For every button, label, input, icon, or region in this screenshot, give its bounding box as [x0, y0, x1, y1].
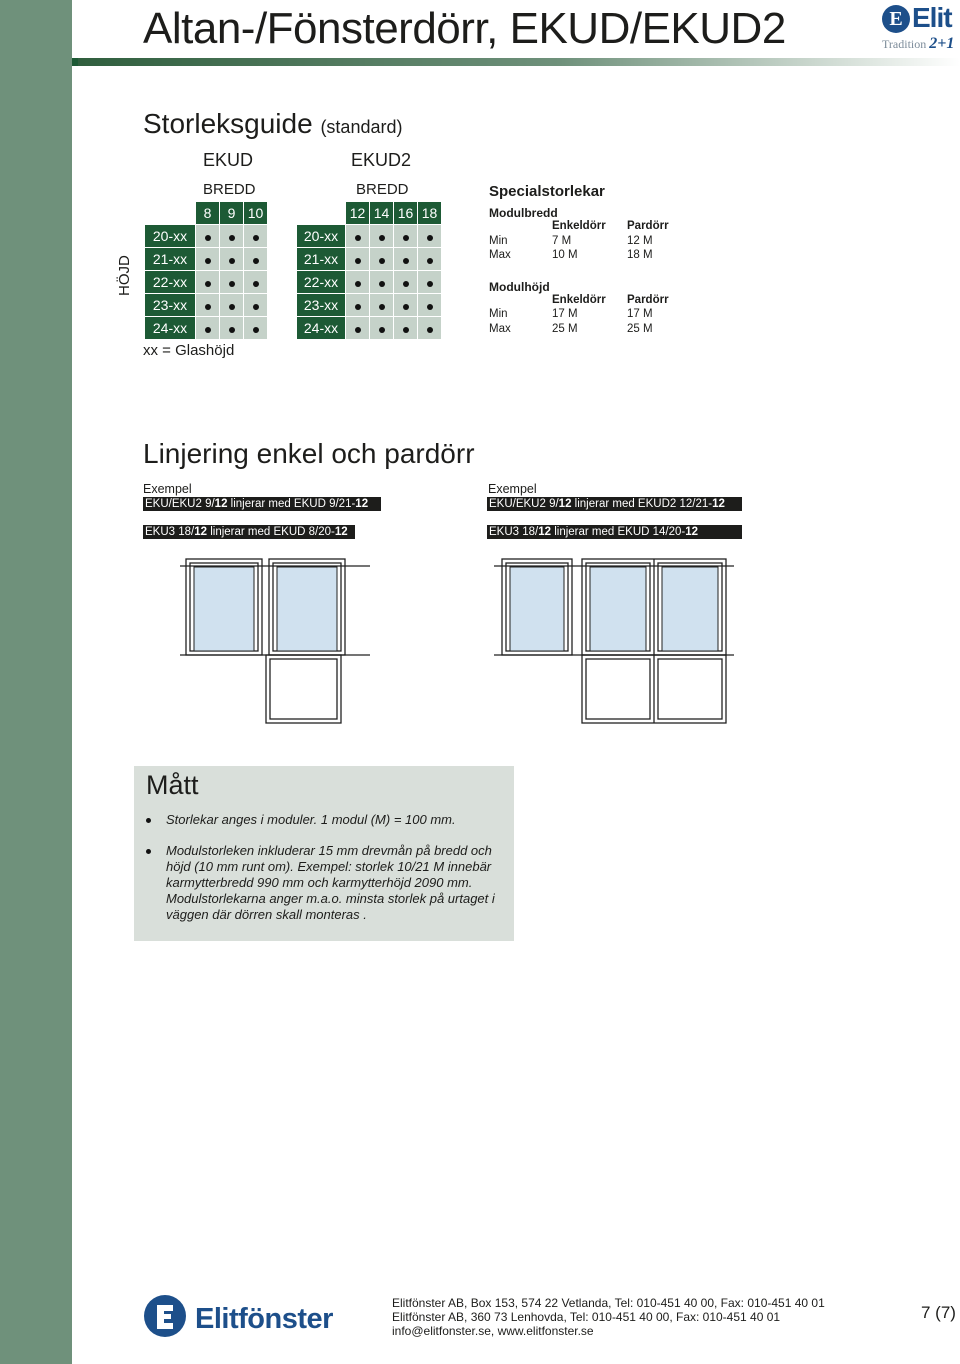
- available-size-dot: [370, 225, 394, 248]
- available-size-dot: [346, 248, 370, 271]
- window-glass-2: [277, 567, 337, 651]
- available-size-dot: [370, 294, 394, 317]
- grid-height-label: 21-xx: [297, 248, 346, 271]
- size-grid-ekud: [144, 201, 268, 340]
- measurements-title: Mått: [146, 770, 199, 800]
- grid-row: [145, 317, 268, 340]
- footer-contact-line: info@elitfonster.se, www.elitfonster.se: [392, 1324, 594, 1338]
- module-height-min-double: 17 M: [627, 308, 653, 320]
- module-width-col-single: Enkeldörr: [552, 220, 606, 232]
- page-number: 7 (7): [921, 1303, 956, 1322]
- footer-address-line1: Elitfönster AB, Box 153, 574 22 Vetlanda, Tel: 010-451 40 00, Fax: 010-451 40 01: [392, 1296, 825, 1310]
- module-height-col-double: Pardörr: [627, 293, 669, 306]
- example-right-line2: EKU3 18/12 linjerar med EKUD 14/20-12: [487, 525, 742, 539]
- elit-logo-icon: E: [882, 5, 910, 33]
- grid-ekud-width-label: BREDD: [203, 181, 256, 198]
- grid-height-label: 24-xx: [145, 317, 196, 340]
- door-alignment-drawing-left: [180, 555, 370, 727]
- header-rule: [72, 58, 960, 66]
- grid-row: [145, 225, 268, 248]
- available-size-dot: [394, 248, 418, 271]
- available-size-dot: [370, 317, 394, 340]
- grid-height-label: 20-xx: [297, 225, 346, 248]
- module-height-max-double: 25 M: [627, 322, 653, 335]
- grid-row: [297, 225, 442, 248]
- grid-corner: [145, 202, 196, 225]
- page-title: Altan-/Fönsterdörr, EKUD/EKUD2: [143, 4, 786, 53]
- example-label-right: Exempel: [488, 482, 537, 496]
- grid-height-label: 21-xx: [145, 248, 196, 271]
- grid-corner: [297, 202, 346, 225]
- grid-width-header: 8: [196, 202, 220, 225]
- height-axis-label: HÖJD: [116, 255, 133, 296]
- grid-width-header: 12: [346, 202, 370, 225]
- example-right-line1: EKU/EKU2 9/12 linjerar med EKUD2 12/21-12: [487, 497, 742, 511]
- module-height-max-single: 25 M: [552, 322, 578, 335]
- size-guide-title: Storleksguide (standard): [143, 108, 403, 139]
- module-height-title: Modulhöjd: [489, 279, 550, 294]
- available-size-dot: [244, 225, 268, 248]
- grid-width-header: 16: [394, 202, 418, 225]
- module-width-max-label: Max: [489, 249, 511, 261]
- alignment-title: Linjering enkel och pardörr: [143, 438, 475, 469]
- available-size-dot: [220, 271, 244, 294]
- module-width-max-single: 10 M: [552, 249, 578, 261]
- available-size-dot: [196, 317, 220, 340]
- available-size-dot: [394, 317, 418, 340]
- available-size-dot: [346, 294, 370, 317]
- measurements-item: Storlekar anges i moduler. 1 modul (M) = 100 mm.: [146, 812, 506, 828]
- available-size-dot: [370, 271, 394, 294]
- module-width-col-double: Pardörr: [627, 220, 669, 232]
- module-width-min-single: 7 M: [552, 234, 572, 247]
- grid-height-label: 22-xx: [145, 271, 196, 294]
- available-size-dot: [346, 225, 370, 248]
- special-sizes-title: Specialstorlekar: [489, 183, 605, 200]
- grid-height-label: 22-xx: [297, 271, 346, 294]
- available-size-dot: [196, 248, 220, 271]
- grid-ekud2-width-label: BREDD: [356, 181, 409, 198]
- example-label-left: Exempel: [143, 482, 192, 496]
- grid-ekud-title: EKUD: [203, 150, 254, 170]
- window-glass-1: [510, 567, 564, 651]
- grid-height-label: 20-xx: [145, 225, 196, 248]
- available-size-dot: [244, 271, 268, 294]
- module-width-title: Modulbredd: [489, 206, 558, 220]
- tradition-tagline: Tradition 2+1: [882, 35, 955, 52]
- available-size-dot: [244, 317, 268, 340]
- special-sizes-panel: [489, 183, 749, 337]
- module-height-col-single: Enkeldörr: [552, 293, 606, 306]
- measurements-list: [146, 812, 506, 938]
- grid-row: [145, 248, 268, 271]
- available-size-dot: [220, 225, 244, 248]
- grid-row: [145, 294, 268, 317]
- measurements-item: Modulstorleken inkluderar 15 mm drevmån på bredd och höjd (10 mm runt om). Exempel: storlek 10/21 M innebär karmytterbredd 990 mm och karmytterhöjd 2090 mm. Modulstorlekarna anger m.a.o. minsta storlek på urtaget i väggen där dörren skall monteras .: [146, 843, 506, 923]
- module-height-min-single: 17 M: [552, 308, 578, 320]
- available-size-dot: [418, 271, 442, 294]
- grid-row: [297, 271, 442, 294]
- example-left-line1: EKU/EKU2 9/12 linjerar med EKUD 9/21-12: [143, 497, 381, 511]
- green-sidebar: [0, 0, 72, 1364]
- grid-row: [297, 294, 442, 317]
- available-size-dot: [346, 271, 370, 294]
- example-left-line2: EKU3 18/12 linjerar med EKUD 8/20-12: [143, 525, 355, 539]
- footer-address-line2: Elitfönster AB, 360 73 Lenhovda, Tel: 010-451 40 00, Fax: 010-451 40 01: [392, 1310, 781, 1324]
- available-size-dot: [196, 271, 220, 294]
- window-glass-1: [194, 567, 254, 651]
- module-width-min-double: 12 M: [627, 234, 653, 247]
- available-size-dot: [220, 294, 244, 317]
- size-grid-ekud2: [296, 201, 442, 340]
- available-size-dot: [220, 248, 244, 271]
- grid-width-header: 9: [220, 202, 244, 225]
- elitfonster-logo-text: Elitfönster: [195, 1303, 333, 1335]
- grid-width-header: 10: [244, 202, 268, 225]
- available-size-dot: [418, 317, 442, 340]
- elit-logo-text: Elit: [912, 2, 952, 33]
- module-height-min-label: Min: [489, 308, 508, 320]
- available-size-dot: [244, 294, 268, 317]
- grid-width-header: 18: [418, 202, 442, 225]
- grid-ekud2-title: EKUD2: [351, 150, 412, 170]
- grid-height-label: 24-xx: [297, 317, 346, 340]
- grid-row: [297, 248, 442, 271]
- grid-height-label: 23-xx: [145, 294, 196, 317]
- available-size-dot: [370, 248, 394, 271]
- window-glass-2: [590, 567, 646, 651]
- door-frame: [266, 655, 341, 723]
- available-size-dot: [346, 317, 370, 340]
- grid-width-header: 14: [370, 202, 394, 225]
- available-size-dot: [196, 225, 220, 248]
- available-size-dot: [394, 294, 418, 317]
- grid-row: [297, 317, 442, 340]
- elitfonster-logo: [143, 1294, 368, 1340]
- module-width-max-double: 18 M: [627, 249, 653, 261]
- available-size-dot: [418, 294, 442, 317]
- door-alignment-drawing-right: [494, 555, 734, 727]
- available-size-dot: [394, 225, 418, 248]
- available-size-dot: [220, 317, 244, 340]
- footer-address: [392, 1296, 825, 1338]
- grid-row: [145, 271, 268, 294]
- header-rule-cap: [72, 58, 78, 66]
- available-size-dot: [418, 225, 442, 248]
- available-size-dot: [394, 271, 418, 294]
- module-height-max-label: Max: [489, 322, 511, 335]
- available-size-dot: [418, 248, 442, 271]
- glass-height-footnote: xx = Glashöjd: [143, 342, 235, 359]
- available-size-dot: [196, 294, 220, 317]
- available-size-dot: [244, 248, 268, 271]
- grid-height-label: 23-xx: [297, 294, 346, 317]
- window-glass-3: [662, 567, 718, 651]
- module-width-min-label: Min: [489, 234, 508, 247]
